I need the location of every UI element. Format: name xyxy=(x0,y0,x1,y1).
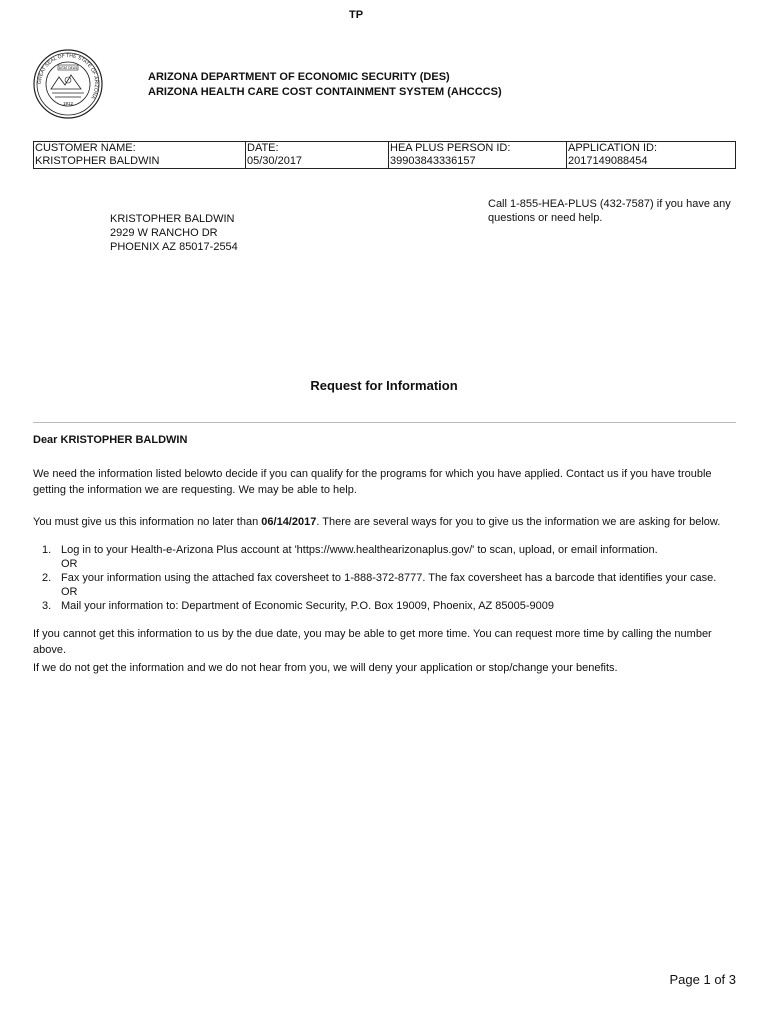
application-id-value: 2017149088454 xyxy=(568,155,648,167)
denial-paragraph: If we do not get the information and we do not hear from you, we will deny your application or stop/change your benefits. xyxy=(33,662,618,674)
person-id-value: 39903843336157 xyxy=(390,155,476,167)
list-item-text: Mail your information to: Department of Economic Security, P.O. Box 19009, Phoenix, AZ 85005-9009 xyxy=(61,600,555,612)
deadline-text-after: . There are several ways for you to give us the information we are asking for below. xyxy=(316,516,721,528)
address-street: 2929 W RANCHO DR xyxy=(110,227,218,239)
agency-line-1: ARIZONA DEPARTMENT OF ECONOMIC SECURITY (DES) xyxy=(148,71,450,83)
list-item-number: 2. xyxy=(42,572,52,584)
page-number: Page 1 of 3 xyxy=(669,972,736,987)
list-item xyxy=(42,571,742,585)
list-item-number: 3. xyxy=(42,600,52,612)
customer-name-label: CUSTOMER NAME: xyxy=(35,142,136,154)
header-tp: TP xyxy=(349,9,364,21)
deadline-text-before: You must give us this information no later than xyxy=(33,516,262,528)
seal-year: 1912 xyxy=(62,101,74,106)
mailing-address xyxy=(110,212,238,254)
address-name: KRISTOPHER BALDWIN xyxy=(110,213,235,225)
or-separator: OR xyxy=(61,558,78,570)
deadline-paragraph xyxy=(33,514,738,530)
person-id-cell xyxy=(389,142,567,169)
intro-paragraph: We need the information listed belowto decide if you can qualify for the programs for which you have applied. Contact us if you have trouble getting the information we are requesting. We may be able to help. xyxy=(33,468,712,496)
agency-header xyxy=(148,70,502,100)
address-city: PHOENIX AZ 85017-2554 xyxy=(110,241,238,253)
due-date: 06/14/2017 xyxy=(261,516,317,528)
date-cell xyxy=(246,142,389,169)
state-seal-icon xyxy=(33,49,103,119)
person-id-label: HEA PLUS PERSON ID: xyxy=(390,142,511,154)
divider xyxy=(33,422,736,423)
seal-motto: DITAT DEUS xyxy=(58,66,78,70)
submission-options-list xyxy=(42,543,742,613)
date-value: 05/30/2017 xyxy=(247,155,303,167)
application-id-cell xyxy=(567,142,736,169)
list-item xyxy=(42,543,742,557)
or-separator: OR xyxy=(61,586,78,598)
date-label: DATE: xyxy=(247,142,279,154)
contact-help-text: Call 1-855-HEA-PLUS (432-7587) if you have any questions or need help. xyxy=(488,198,731,224)
greeting: Dear KRISTOPHER BALDWIN xyxy=(33,434,188,446)
identifier-table xyxy=(33,141,736,169)
extension-paragraph: If you cannot get this information to us by the due date, you may be able to get more time. You can request more time by calling the number above. xyxy=(33,628,712,656)
customer-name-cell xyxy=(34,142,246,169)
list-item-text: Log in to your Health-e-Arizona Plus account at 'https://www.healthearizonaplus.gov/' to scan, upload, or email information. xyxy=(61,544,658,556)
customer-name-value: KRISTOPHER BALDWIN xyxy=(35,155,160,167)
seal-ring-text: GREAT SEAL OF THE STATE OF ARIZONA xyxy=(36,52,100,100)
application-id-label: APPLICATION ID: xyxy=(568,142,658,154)
agency-line-2: ARIZONA HEALTH CARE COST CONTAINMENT SYSTEM (AHCCCS) xyxy=(148,86,502,98)
letter-title: Request for Information xyxy=(310,378,458,393)
list-item-text: Fax your information using the attached fax coversheet to 1-888-372-8777. The fax coversheet has a barcode that identifies your case. xyxy=(61,572,717,584)
list-item-number: 1. xyxy=(42,544,52,556)
list-item xyxy=(42,599,742,613)
